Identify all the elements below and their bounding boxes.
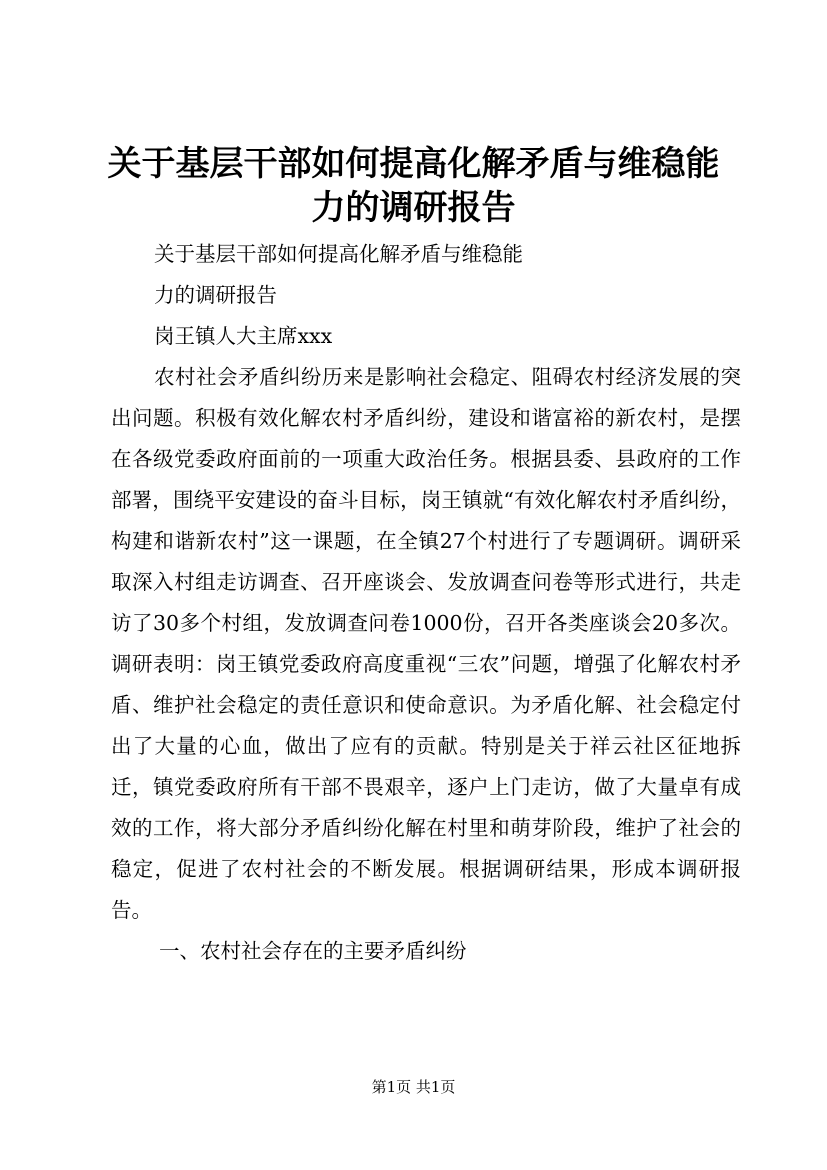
document-body	[111, 234, 741, 972]
section-heading-1: 一、农村社会存在的主要矛盾纠纷	[159, 939, 467, 963]
page-footer: 第1页 共1页	[371, 1078, 456, 1096]
subtitle-line-2: 力的调研报告	[154, 283, 277, 307]
document-title: 关于基层干部如何提高化解矛盾与维稳能力的调研报告	[107, 144, 720, 228]
subtitle-line-1: 关于基层干部如何提高化解矛盾与维稳能	[154, 242, 523, 266]
intro-paragraph: 农村社会矛盾纠纷历来是影响社会稳定、阻碍农村经济发展的突出问题。积极有效化解农村矛盾纠纷，建设和谐富裕的新农村，是摆在各级党委政府面前的一项重大政治任务。根据县委、县政府的工作部署，围绕平安建设的奋斗目标，岗王镇就“有效化解农村矛盾纠纷，构建和谐新农村”这一课题，在全镇27个村进行了专题调研。调研采取深入村组走访调查、召开座谈会、发放调查问卷等形式进行，共走访了30多个村组，发放调查问卷1000份，召开各类座谈会20多次。调研表明：岗王镇党委政府高度重视“三农”问题，增强了化解农村矛盾、维护社会稳定的责任意识和使命意识。为矛盾化解、社会稳定付出了大量的心血，做出了应有的贡献。特别是关于祥云社区征地拆迁，镇党委政府所有干部不畏艰辛，逐户上门走访，做了大量卓有成效的工作，将大部分矛盾纠纷化解在村里和萌芽阶段，维护了社会的稳定，促进了农村社会的不断发展。根据调研结果，形成本调研报告。	[111, 365, 741, 922]
author-line: 岗王镇人大主席xxx	[154, 324, 333, 348]
